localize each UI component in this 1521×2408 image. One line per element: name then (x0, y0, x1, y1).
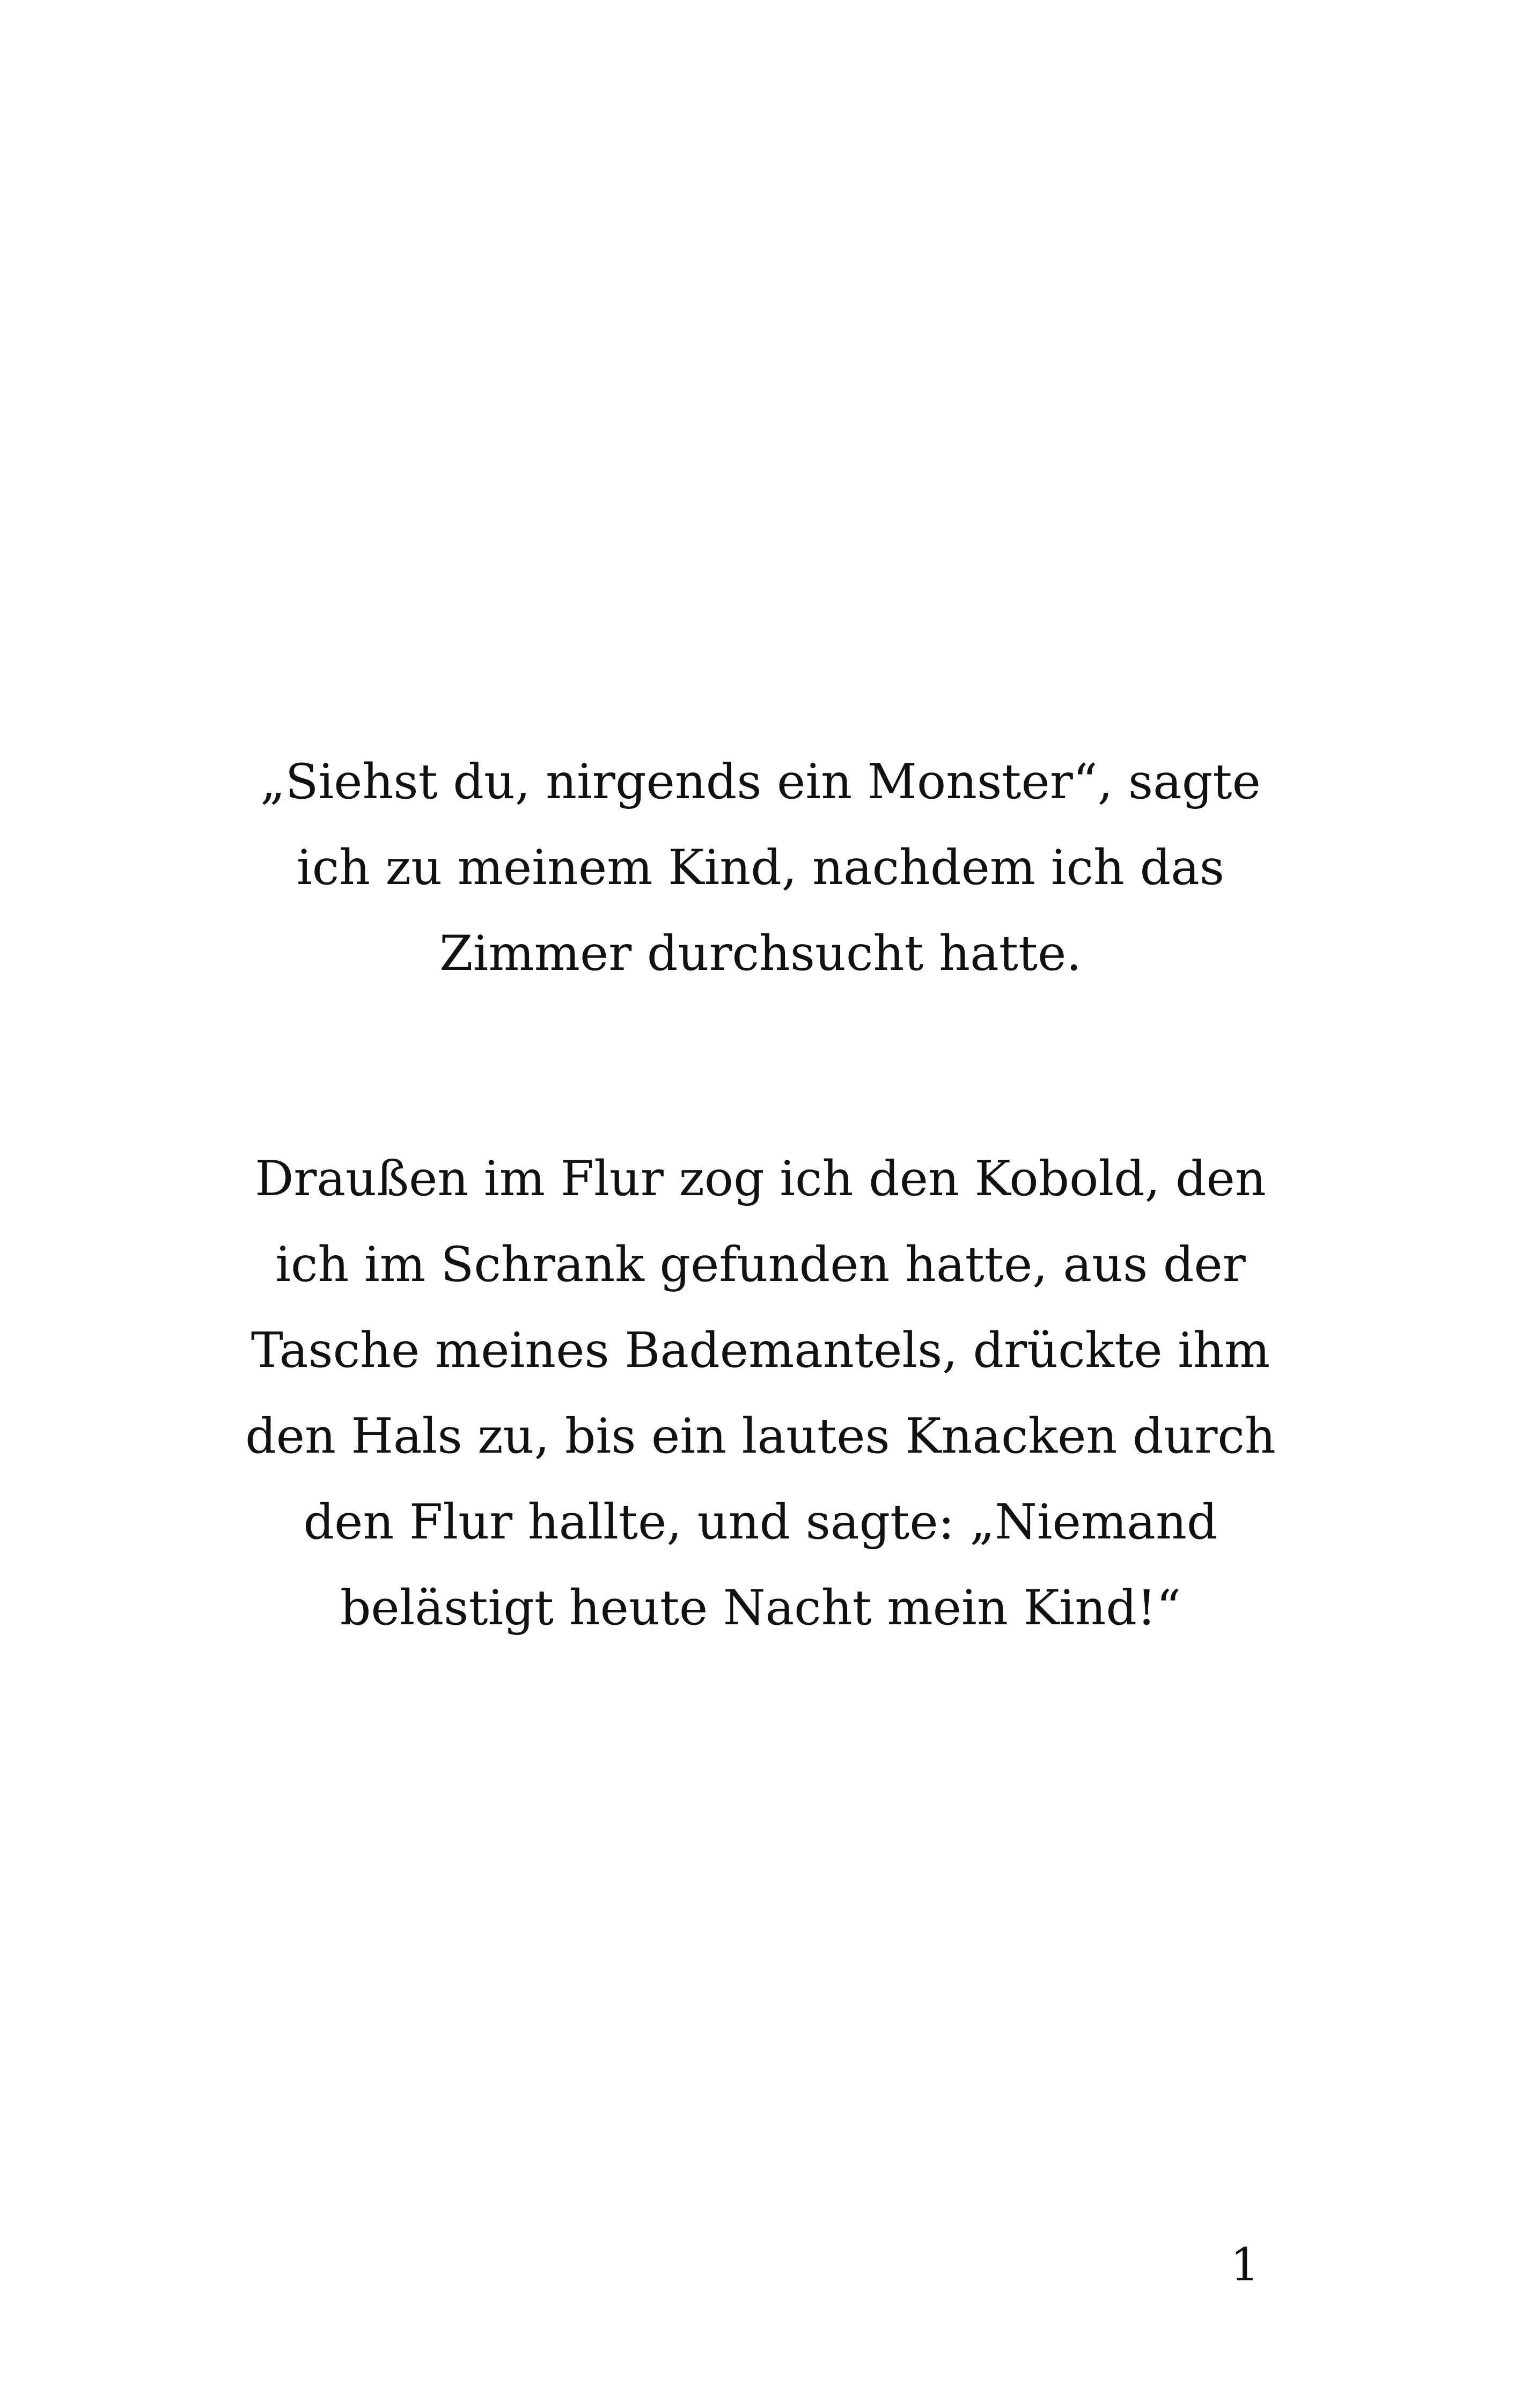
text-line: Tasche meines Bademantels, drückte ihm (251, 1322, 1270, 1379)
text-line: ich im Schrank gefunden hatte, aus der (275, 1236, 1246, 1293)
text-line: Zimmer durchsucht hatte. (439, 925, 1082, 982)
text-line: „Siehst du, nirgends ein Monster“, sagte (260, 754, 1261, 810)
text-line: ich zu meinem Kind, nachdem ich das (296, 840, 1225, 896)
paragraph-1 (161, 739, 1360, 997)
text-line: den Hals zu, bis ein lautes Knacken durch (245, 1408, 1276, 1464)
paragraph-2 (161, 1136, 1360, 1651)
text-line: Draußen im Flur zog ich den Kobold, den (255, 1151, 1266, 1207)
page-number: 1 (1230, 2238, 1259, 2291)
text-line: den Flur hallte, und sagte: „Niemand (303, 1494, 1218, 1550)
text-line: belästigt heute Nacht mein Kind!“ (340, 1580, 1181, 1636)
